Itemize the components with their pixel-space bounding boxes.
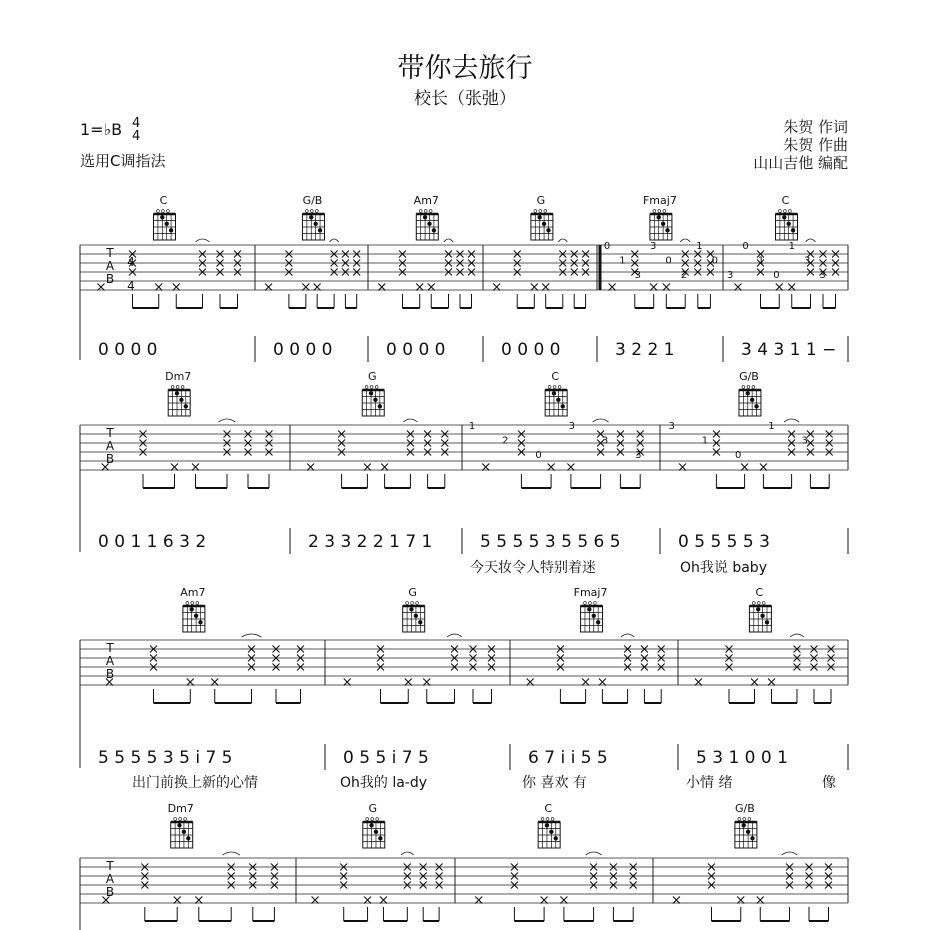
- tab-fret-digit: 0: [535, 449, 542, 461]
- tab-fret-digit: 0: [734, 449, 742, 461]
- strum-bass-mark: [364, 464, 371, 471]
- lyric-line: 出门前换上新的心情: [132, 775, 258, 791]
- strum-bass-mark: [768, 679, 775, 686]
- chord-diagram-1-6-finger-dot: [791, 228, 795, 232]
- strum-bass-mark: [312, 897, 319, 904]
- chord-diagram-4-4-open-string: [738, 818, 741, 821]
- chord-diagram-2-2-open-string: [375, 386, 378, 389]
- chord-diagram-1-3-open-string: [429, 210, 432, 213]
- tab-fret-digit: 1: [757, 255, 765, 267]
- chord-diagram-3-4-finger-dot: [756, 607, 760, 611]
- tie-arc: [401, 852, 414, 855]
- chord-diagram-2-1-open-string: [176, 386, 179, 389]
- tab-fret-digit: 3: [650, 241, 657, 252]
- chord-diagram-1-3-finger-dot: [432, 228, 436, 232]
- jianpu-measure: 5 5 5 5 3 5 5 6 5: [480, 532, 621, 552]
- tab-fret-digit: 3: [819, 269, 826, 281]
- tie-arc: [558, 239, 567, 242]
- strum-bass-mark: [650, 284, 657, 291]
- tab-fret-digit: 1: [696, 241, 703, 252]
- chord-diagram-4-1-open-string: [174, 818, 177, 821]
- chord-diagram-3-2-label: G: [408, 586, 417, 599]
- strum-bass-mark: [174, 897, 181, 904]
- strum-bass-mark: [548, 464, 555, 471]
- chord-diagram-2-2-finger-dot: [373, 398, 377, 402]
- chord-diagram-1-1: [154, 210, 176, 240]
- jianpu-measure: 0 0 0 0: [273, 340, 333, 360]
- tie-arc: [593, 419, 609, 422]
- strum-bass-mark: [173, 284, 180, 291]
- chord-diagram-1-5-finger-dot: [657, 215, 661, 219]
- chord-diagram-4-4-open-string: [748, 818, 751, 821]
- strum-bass-mark: [531, 284, 538, 291]
- strum-bass-mark: [187, 679, 194, 686]
- chord-diagram-3-4-finger-dot: [765, 620, 769, 624]
- strum-bass-mark: [405, 679, 412, 686]
- credit-composer: 朱贺 作曲: [783, 136, 848, 154]
- chord-diagram-1-5-open-string: [663, 210, 666, 213]
- tab-fret-digit: 0: [711, 255, 718, 267]
- tab-fret-digit: 3: [804, 255, 811, 267]
- chord-diagram-4-2-finger-dot: [378, 836, 382, 840]
- tab-fret-digit: 1: [468, 421, 476, 432]
- tie-arc: [196, 239, 210, 242]
- chord-diagram-2-3-open-string: [553, 386, 556, 389]
- chord-diagram-4-3-label: C: [544, 802, 553, 815]
- jianpu-measure: 0 0 0 0: [98, 340, 158, 360]
- tab-clef-letter: B: [105, 452, 115, 466]
- tab-clef-letter: T: [106, 859, 114, 873]
- chord-diagram-4-4-label: G/B: [735, 802, 755, 815]
- chord-diagram-3-4-finger-dot: [760, 614, 764, 618]
- tab-clef-letter: T: [106, 426, 114, 440]
- chord-diagram-2-4-finger-dot: [746, 391, 750, 395]
- chord-diagram-2-4-finger-dot: [754, 404, 758, 408]
- chord-diagram-4-2-open-string: [376, 818, 379, 821]
- chord-diagram-2-2-open-string: [370, 386, 373, 389]
- chord-diagram-3-3-finger-dot: [592, 614, 596, 618]
- strum-bass-mark: [475, 897, 482, 904]
- chord-diagram-3-1-open-string: [196, 602, 199, 605]
- chord-diagram-3-4-open-string: [752, 602, 755, 605]
- tab-clef-letter: B: [105, 272, 115, 286]
- chord-diagram-2-4-open-string: [747, 386, 750, 389]
- chord-diagram-1-4: [531, 210, 553, 240]
- chord-diagram-3-3-label: Fmaj7: [573, 586, 608, 599]
- chord-diagram-4-4-finger-dot: [742, 823, 746, 827]
- chord-diagram-2-3-open-string: [548, 386, 551, 389]
- chord-diagram-2-2: [362, 386, 384, 416]
- song-title: 带你去旅行: [397, 53, 533, 84]
- chord-diagram-4-1-finger-dot: [177, 823, 181, 827]
- chord-diagram-4-4-finger-dot: [750, 836, 754, 840]
- jianpu-measure: 6 7 i i 5 5: [528, 748, 608, 768]
- chord-diagram-4-2-open-string: [366, 818, 369, 821]
- chord-diagram-1-3-finger-dot: [427, 222, 431, 226]
- chord-diagram-1-5-open-string: [658, 210, 661, 213]
- tab-fret-digit: 3: [635, 449, 642, 461]
- jianpu-measure: 3 2 2 1: [615, 340, 675, 360]
- chord-diagram-4-2: [363, 818, 385, 848]
- tab-clef-letter: B: [105, 667, 115, 681]
- tie-arc: [586, 852, 602, 855]
- chord-diagram-1-1-finger-dot: [169, 228, 173, 232]
- lyric-line: Oh我的 la-dy: [340, 775, 428, 791]
- song-artist: 校长（张弛）: [414, 89, 516, 109]
- credit-lyricist: 朱贺 作词: [783, 118, 848, 136]
- strum-bass-mark: [265, 284, 272, 291]
- chord-diagram-1-4-finger-dot: [542, 222, 546, 226]
- tab-clef-letter: A: [105, 872, 115, 886]
- chord-diagram-3-1-finger-dot: [194, 614, 198, 618]
- tie-arc: [784, 419, 799, 422]
- strum-bass-mark: [527, 679, 534, 686]
- chord-diagram-4-1-open-string: [179, 818, 182, 821]
- chord-diagram-1-6-label: C: [781, 194, 790, 207]
- strum-bass-mark: [567, 464, 574, 471]
- chord-diagram-3-2-open-string: [411, 602, 414, 605]
- strum-bass-mark: [757, 897, 764, 904]
- chord-diagram-1-5-finger-dot: [665, 228, 669, 232]
- chord-diagram-4-3-open-string: [541, 818, 544, 821]
- strum-bass-mark: [560, 897, 567, 904]
- tab-time-bottom: 4: [127, 279, 135, 293]
- key-signature: 1=♭B: [80, 120, 123, 139]
- lyric-line: 像: [822, 775, 836, 791]
- chord-diagram-4-3-finger-dot: [554, 836, 558, 840]
- chord-diagram-3-2-finger-dot: [409, 607, 413, 611]
- chord-diagram-1-5: [650, 210, 672, 240]
- strum-bass-mark: [542, 284, 549, 291]
- tie-arc: [806, 239, 816, 242]
- chord-diagram-3-3: [581, 602, 603, 632]
- chord-diagram-3-2: [403, 602, 425, 632]
- chord-diagram-4-1-label: Dm7: [167, 802, 194, 815]
- tie-arc: [444, 239, 453, 242]
- tie-arc: [447, 634, 462, 637]
- strum-bass-mark: [171, 464, 178, 471]
- tab-clef-letter: T: [106, 641, 114, 655]
- strum-bass-mark: [735, 284, 742, 291]
- strum-bass-mark: [679, 464, 686, 471]
- tie-arc: [790, 634, 804, 637]
- tab-fret-digit: 1: [701, 435, 709, 447]
- lyric-line: 你 喜欢 有: [522, 775, 587, 791]
- strum-bass-mark: [751, 679, 758, 686]
- strum-bass-mark: [582, 679, 589, 686]
- lyric-line: 今天妆令人特别着迷: [470, 560, 596, 576]
- chord-diagram-2-2-label: G: [367, 370, 377, 383]
- tab-fret-digit: 3: [668, 421, 675, 432]
- strum-bass-mark: [493, 284, 500, 291]
- strum-bass-mark: [737, 897, 744, 904]
- chord-diagram-1-1-open-string: [162, 210, 165, 213]
- chord-diagram-3-3-finger-dot: [587, 607, 591, 611]
- lyric-line: Oh我说 baby: [680, 560, 767, 576]
- chord-diagram-4-3-open-string: [551, 818, 554, 821]
- tab-fret-digit: 1: [619, 255, 626, 267]
- strum-bass-mark: [482, 464, 489, 471]
- chord-diagram-2-3-finger-dot: [561, 404, 565, 408]
- chord-diagram-1-2-label: G/B: [302, 194, 323, 207]
- strum-bass-mark: [192, 464, 199, 471]
- tie-arc: [223, 852, 240, 855]
- tab-clef-letter: A: [105, 259, 115, 273]
- chord-diagram-1-6-finger-dot: [787, 222, 791, 226]
- chord-diagram-1-1-finger-dot: [165, 222, 169, 226]
- jianpu-measure: 2 3 3 2 2 1 7 1: [308, 532, 433, 552]
- chord-diagram-2-1-finger-dot: [175, 391, 179, 395]
- jianpu-measure: 0 5 5 5 5 3: [678, 532, 770, 552]
- strum-bass-mark: [776, 284, 783, 291]
- strum-bass-mark: [380, 897, 387, 904]
- chord-diagram-4-3-open-string: [546, 818, 549, 821]
- chord-diagram-1-2-open-string: [310, 210, 313, 213]
- chord-diagram-1-1-open-string: [157, 210, 160, 213]
- tab-clef-letter: T: [106, 246, 114, 260]
- jianpu-measure: 0 5 5 i 7 5: [343, 748, 429, 768]
- strum-bass-mark: [195, 897, 202, 904]
- jianpu-measure: 0 0 0 0: [386, 340, 446, 360]
- chord-diagram-3-4-open-string: [757, 602, 760, 605]
- chord-diagram-1-3-label: Am7: [413, 194, 439, 207]
- chord-diagram-4-4-open-string: [743, 818, 746, 821]
- chord-diagram-2-3-label: C: [551, 370, 560, 383]
- chord-diagram-3-3-open-string: [589, 602, 592, 605]
- chord-diagram-1-6: [776, 210, 798, 240]
- chord-diagram-4-1-open-string: [184, 818, 187, 821]
- chord-diagram-3-4: [749, 602, 771, 632]
- tie-arc: [330, 239, 339, 242]
- tab-fret-digit: 3: [801, 435, 808, 447]
- fingering-note: 选用C调指法: [80, 152, 166, 170]
- chord-diagram-2-4: [739, 386, 761, 416]
- chord-diagram-1-3-open-string: [419, 210, 422, 213]
- chord-diagram-4-2-open-string: [371, 818, 374, 821]
- strum-bass-mark: [98, 284, 105, 291]
- tab-fret-digit: 0: [773, 269, 780, 281]
- strum-bass-mark: [541, 897, 548, 904]
- chord-diagram-1-2-finger-dot: [313, 222, 317, 226]
- strum-bass-mark: [695, 679, 702, 686]
- chord-diagram-2-3: [545, 386, 567, 416]
- tab-fret-digit: 0: [603, 241, 611, 252]
- tab-fret-digit: 0: [665, 255, 672, 267]
- strum-bass-mark: [378, 284, 385, 291]
- strum-bass-mark: [428, 284, 435, 291]
- strum-bass-mark: [741, 464, 748, 471]
- chord-diagram-4-1: [171, 818, 193, 848]
- chord-diagram-3-3-open-string: [594, 602, 597, 605]
- chord-diagram-1-4-open-string: [534, 210, 537, 213]
- strum-bass-mark: [155, 284, 162, 291]
- chord-diagram-1-5-open-string: [653, 210, 656, 213]
- chord-diagram-4-3: [538, 818, 560, 848]
- chord-diagram-4-1-finger-dot: [182, 830, 186, 834]
- chord-diagram-3-4-open-string: [762, 602, 765, 605]
- chord-diagram-2-3-finger-dot: [556, 398, 560, 402]
- strum-bass-mark: [211, 679, 218, 686]
- strum-bass-mark: [788, 284, 795, 291]
- chord-diagram-3-2-finger-dot: [418, 620, 422, 624]
- tab-fret-digit: 3: [601, 435, 609, 447]
- tab-fret-digit: 3: [634, 269, 641, 281]
- tab-clef-letter: B: [105, 885, 115, 899]
- strum-bass-mark: [609, 284, 616, 291]
- chord-diagram-1-2-open-string: [315, 210, 318, 213]
- chord-diagram-1-6-finger-dot: [782, 215, 786, 219]
- chord-diagram-2-3-finger-dot: [552, 391, 556, 395]
- chord-diagram-2-4-label: G/B: [739, 370, 759, 383]
- chord-diagram-3-3-open-string: [584, 602, 587, 605]
- chord-diagram-4-3-finger-dot: [545, 823, 549, 827]
- chord-diagram-4-4: [735, 818, 757, 848]
- chord-diagram-3-1-finger-dot: [190, 607, 194, 611]
- jianpu-measure: 3 4 3 1 1 −: [741, 340, 837, 360]
- chord-diagram-1-1-open-string: [167, 210, 170, 213]
- chord-diagram-1-3-open-string: [424, 210, 427, 213]
- chord-diagram-2-1: [168, 386, 190, 416]
- tie-arc: [404, 419, 418, 422]
- chord-diagram-2-4-open-string: [752, 386, 755, 389]
- tab-fret-digit: 1: [768, 421, 775, 432]
- chord-diagram-1-2-finger-dot: [318, 228, 322, 232]
- chord-diagram-1-1-label: C: [159, 194, 168, 207]
- chord-diagram-1-2-finger-dot: [309, 215, 313, 219]
- tie-arc: [242, 634, 262, 637]
- tab-clef-letter: A: [105, 439, 115, 453]
- strum-bass-mark: [364, 897, 371, 904]
- strum-bass-mark: [344, 679, 351, 686]
- chord-diagram-4-2-finger-dot: [369, 823, 373, 827]
- chord-diagram-3-1-open-string: [191, 602, 194, 605]
- chord-diagram-1-2-open-string: [305, 210, 308, 213]
- chord-diagram-4-2-label: G: [368, 802, 378, 815]
- tab-fret-digit: 0: [742, 241, 749, 252]
- chord-diagram-1-2: [302, 210, 324, 240]
- tab-time-top: 4: [127, 255, 135, 269]
- chord-diagram-1-6-open-string: [779, 210, 782, 213]
- strum-bass-mark: [416, 284, 423, 291]
- chord-diagram-1-3: [416, 210, 438, 240]
- chord-diagram-1-6-open-string: [784, 210, 787, 213]
- chord-diagram-3-2-open-string: [406, 602, 409, 605]
- chord-diagram-3-4-label: C: [755, 586, 764, 599]
- jianpu-measure: 0 0 1 1 6 3 2: [98, 532, 207, 552]
- tie-arc: [621, 634, 634, 637]
- jianpu-measure: 0 0 0 0: [501, 340, 561, 360]
- chord-diagram-2-3-open-string: [558, 386, 561, 389]
- tab-fret-digit: 3: [568, 421, 576, 432]
- tab-fret-digit: 1: [788, 241, 795, 252]
- chord-diagram-1-4-finger-dot: [546, 228, 550, 232]
- strum-bass-mark: [760, 464, 767, 471]
- chord-diagram-2-1-finger-dot: [184, 404, 188, 408]
- chord-diagram-1-4-label: G: [536, 194, 546, 207]
- strum-bass-mark: [302, 284, 309, 291]
- chord-diagram-2-4-finger-dot: [750, 398, 754, 402]
- chord-diagram-3-1-open-string: [186, 602, 189, 605]
- tie-arc: [219, 419, 236, 422]
- chord-diagram-1-5-label: Fmaj7: [642, 194, 677, 207]
- chord-diagram-3-3-finger-dot: [596, 620, 600, 624]
- chord-diagram-3-2-finger-dot: [414, 614, 418, 618]
- strum-bass-mark: [599, 679, 606, 686]
- tab-clef-letter: A: [105, 654, 115, 668]
- strum-bass-mark: [381, 464, 388, 471]
- chord-diagram-2-1-finger-dot: [179, 398, 183, 402]
- strum-bass-mark: [673, 897, 680, 904]
- strum-bass-mark: [663, 284, 670, 291]
- chord-diagram-2-2-finger-dot: [369, 391, 373, 395]
- strum-bass-mark: [307, 464, 314, 471]
- chord-diagram-1-3-finger-dot: [423, 215, 427, 219]
- chord-diagram-4-3-finger-dot: [549, 830, 553, 834]
- chord-diagram-2-2-open-string: [365, 386, 368, 389]
- tie-arc: [680, 239, 690, 242]
- chord-diagram-3-1: [183, 602, 205, 632]
- chord-diagram-2-1-label: Dm7: [165, 370, 192, 383]
- chord-diagram-3-1-label: Am7: [180, 586, 206, 599]
- chord-diagram-4-1-finger-dot: [186, 836, 190, 840]
- chord-diagram-2-1-open-string: [171, 386, 174, 389]
- lyric-line: 小情 绪: [686, 775, 733, 791]
- chord-diagram-1-4-open-string: [544, 210, 547, 213]
- chord-diagram-4-4-finger-dot: [746, 830, 750, 834]
- chord-diagram-2-2-finger-dot: [378, 404, 382, 408]
- chord-diagram-1-5-finger-dot: [661, 222, 665, 226]
- tab-fret-digit: 2: [680, 269, 688, 281]
- tab-fret-digit: 3: [727, 269, 734, 281]
- credit-arranger: 山山吉他 编配: [753, 154, 848, 172]
- chord-diagram-2-1-open-string: [181, 386, 184, 389]
- chord-diagram-4-2-finger-dot: [374, 830, 378, 834]
- strum-bass-mark: [314, 284, 321, 291]
- chord-diagram-1-1-finger-dot: [160, 215, 164, 219]
- chord-diagram-3-1-finger-dot: [198, 620, 202, 624]
- chord-diagram-1-4-open-string: [539, 210, 542, 213]
- tie-arc: [782, 852, 798, 855]
- jianpu-measure: 5 5 5 5 3 5 i 7 5: [98, 748, 233, 768]
- strum-bass-mark: [423, 679, 430, 686]
- tab-fret-digit: 2: [502, 435, 509, 447]
- chord-diagram-3-2-open-string: [416, 602, 419, 605]
- time-signature-bottom: 4: [132, 129, 141, 144]
- chord-diagram-2-4-open-string: [742, 386, 745, 389]
- time-signature-top: 4: [132, 116, 141, 131]
- chord-diagram-1-6-open-string: [789, 210, 792, 213]
- chord-diagram-1-4-finger-dot: [537, 215, 541, 219]
- jianpu-measure: 5 3 1 0 0 1: [696, 748, 788, 768]
